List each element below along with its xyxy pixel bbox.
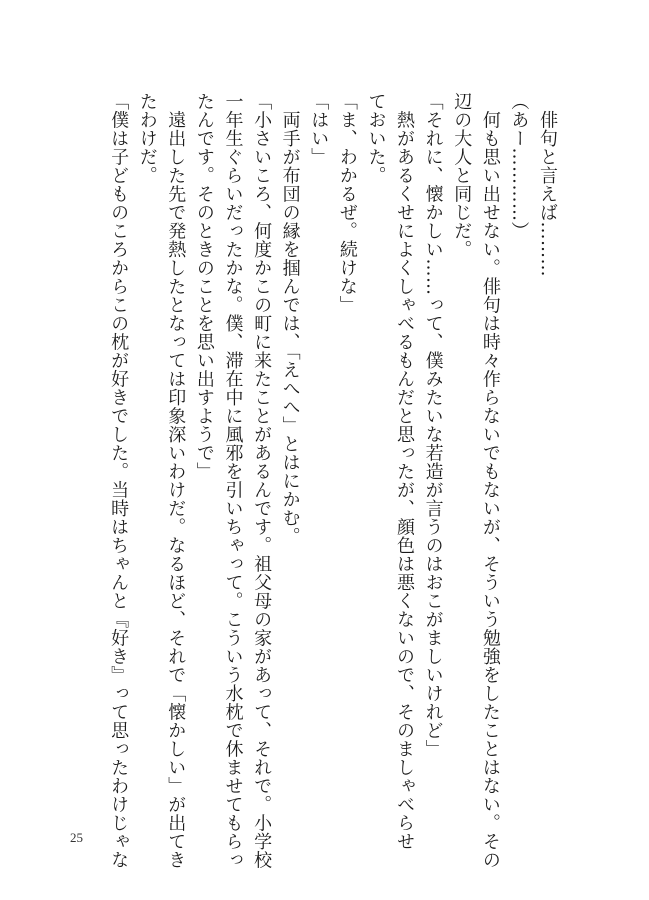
text-line: 辺の大人と同じだ。 <box>451 92 473 259</box>
text-line: たわけだ。 <box>136 92 158 185</box>
text-line: 両手が布団の縁を掴んでは、「えへへ」とはにかむ。 <box>279 92 301 546</box>
text-line: 俳句と言えば……… <box>537 92 558 277</box>
page-number: 25 <box>70 830 83 845</box>
vertical-text-body <box>108 92 561 869</box>
text-line: ておいた。 <box>365 92 387 185</box>
text-line: 「はい」 <box>308 92 330 166</box>
text-line: 「ま、わかるぜ。続けな」 <box>336 92 358 314</box>
text-line: たんです。そのときのことを思い出すようで」 <box>193 92 215 481</box>
text-line: 何も思い出せない。俳句は時々作らないでもないが、そういう勉強をしたことはない。その <box>479 92 501 869</box>
text-line: 「それに、懐かしい……って、僕みたいな若造が言うのはおこがましいけれど」 <box>422 92 444 758</box>
text-line: 一年生ぐらいだったかな。僕、滞在中に風邪を引いちゃって。こういう水枕で休ませてもらっ <box>222 92 244 869</box>
text-line: 「僕は子どものころからこの枕が好きでした。当時はちゃんと『好き』って思ったわけじゃな <box>108 92 130 869</box>
text-line: 熱があるくせによくしゃべるもんだと思ったが、顔色は悪くないので、そのましゃべらせ <box>394 92 416 851</box>
text-line: 遠出した先で発熱したとなっては印象深いわけだ。なるほど、それで「懐かしい」が出てき <box>165 92 187 869</box>
text-line: 「小さいころ、何度かこの町に来たことがあるんです。祖父母の家があって、それで。小学校 <box>251 92 273 869</box>
text-line: （あー…………） <box>508 92 530 240</box>
